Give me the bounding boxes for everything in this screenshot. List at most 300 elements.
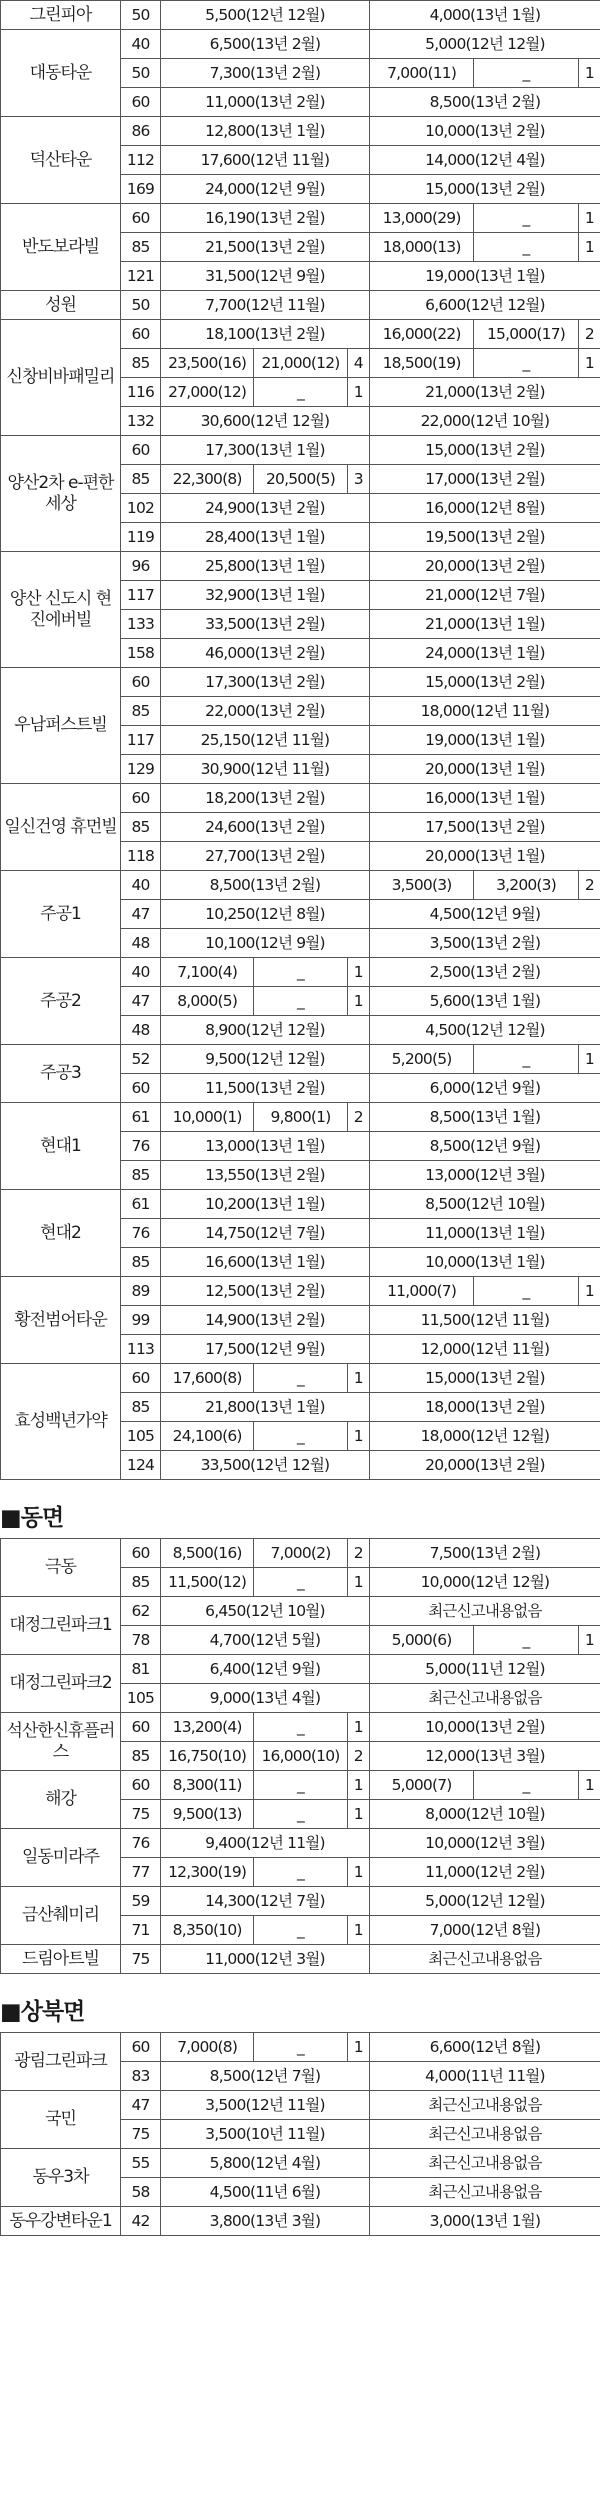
current-price-cell: 24,600(13년 2월) <box>161 813 370 842</box>
size-cell: 60 <box>121 436 161 465</box>
previous-price-cell: 19,000(13년 1월) <box>369 262 600 291</box>
current-price-1-cell: 8,300(11) <box>161 1771 254 1800</box>
current-price-cell: 11,000(13년 2월) <box>161 88 370 117</box>
apartment-name-cell: 성원 <box>1 291 121 320</box>
previous-count-cell: 1 <box>578 233 600 262</box>
size-cell: 60 <box>121 1771 161 1800</box>
table-row <box>1 2033 600 2062</box>
previous-price-cell: 10,000(12년 3월) <box>369 1829 600 1858</box>
apartment-name-cell: 효성백년가약 <box>1 1364 121 1480</box>
table-row <box>1 1655 600 1684</box>
current-price-cell: 8,500(12년 7월) <box>161 2062 370 2091</box>
current-price-1-cell: 8,500(16) <box>161 1539 254 1568</box>
size-cell: 83 <box>121 2062 161 2091</box>
price-table <box>0 1538 600 1974</box>
size-cell: 60 <box>121 204 161 233</box>
table-row <box>1 2091 600 2120</box>
current-price-cell: 14,750(12년 7월) <box>161 1219 370 1248</box>
table-row <box>1 2149 600 2178</box>
apartment-name-cell: 대동타운 <box>1 30 121 117</box>
size-cell: 113 <box>121 1335 161 1364</box>
table-row <box>1 1887 600 1916</box>
previous-count-cell: 1 <box>578 349 600 378</box>
previous-price-cell: 최근신고내용없음 <box>369 2149 600 2178</box>
previous-price-cell: 22,000(12년 10월) <box>369 407 600 436</box>
current-price-cell: 9,000(13년 4월) <box>161 1684 370 1713</box>
apartment-name-cell: 석산한신휴플러스 <box>1 1713 121 1771</box>
previous-price-cell: 8,500(12년 10월) <box>369 1190 600 1219</box>
size-cell: 47 <box>121 2091 161 2120</box>
current-price-1-cell: 23,500(16) <box>161 349 254 378</box>
current-price-cell: 8,500(13년 2월) <box>161 871 370 900</box>
previous-price-cell: 6,000(12년 9월) <box>369 1074 600 1103</box>
previous-price-cell: 최근신고내용없음 <box>369 1597 600 1626</box>
current-price-cell: 17,300(13년 1월) <box>161 436 370 465</box>
previous-price-2-cell: _ <box>474 204 578 233</box>
size-cell: 85 <box>121 349 161 378</box>
previous-count-cell: 1 <box>578 1277 600 1306</box>
current-price-cell: 3,500(10년 11월) <box>161 2120 370 2149</box>
table-row <box>1 436 600 465</box>
current-count-cell: 1 <box>347 958 369 987</box>
previous-price-cell: 최근신고내용없음 <box>369 2178 600 2207</box>
current-price-1-cell: 9,500(13) <box>161 1800 254 1829</box>
section-title: ■상북면 <box>0 1999 85 2025</box>
current-price-cell: 32,900(13년 1월) <box>161 581 370 610</box>
size-cell: 85 <box>121 1742 161 1771</box>
current-price-cell: 28,400(13년 1월) <box>161 523 370 552</box>
current-price-1-cell: 17,600(8) <box>161 1364 254 1393</box>
current-price-1-cell: 16,750(10) <box>161 1742 254 1771</box>
apartment-name-cell: 동우3차 <box>1 2149 121 2207</box>
current-price-cell: 30,900(12년 11월) <box>161 755 370 784</box>
previous-price-cell: 8,500(13년 1월) <box>369 1103 600 1132</box>
apartment-name-cell: 덕산타운 <box>1 117 121 204</box>
previous-price-cell: 5,600(13년 1월) <box>369 987 600 1016</box>
previous-price-cell: 16,000(12년 8월) <box>369 494 600 523</box>
table-row <box>1 1713 600 1742</box>
size-cell: 47 <box>121 900 161 929</box>
size-cell: 75 <box>121 1800 161 1829</box>
size-cell: 60 <box>121 784 161 813</box>
size-cell: 58 <box>121 2178 161 2207</box>
previous-price-cell: 17,500(13년 2월) <box>369 813 600 842</box>
size-cell: 96 <box>121 552 161 581</box>
apartment-name-cell: 주공2 <box>1 958 121 1045</box>
table-row <box>1 1045 600 1074</box>
current-count-cell: 1 <box>347 2033 369 2062</box>
size-cell: 60 <box>121 2033 161 2062</box>
table-row <box>1 291 600 320</box>
previous-price-cell: 10,000(12년 12월) <box>369 1568 600 1597</box>
apartment-name-cell: 동우강변타운1 <box>1 2207 121 2236</box>
size-cell: 60 <box>121 88 161 117</box>
table-row <box>1 1 600 30</box>
table-row <box>1 1771 600 1800</box>
apartment-name-cell: 드림아트빌 <box>1 1945 121 1974</box>
previous-price-cell: 21,000(13년 1월) <box>369 610 600 639</box>
previous-price-cell: 15,000(13년 2월) <box>369 436 600 465</box>
previous-price-cell: 12,000(12년 11월) <box>369 1335 600 1364</box>
section-title: ■동면 <box>0 1505 64 1531</box>
current-price-cell: 6,450(12년 10월) <box>161 1597 370 1626</box>
size-cell: 75 <box>121 2120 161 2149</box>
size-cell: 105 <box>121 1422 161 1451</box>
previous-count-cell: 2 <box>578 871 600 900</box>
current-price-1-cell: 12,300(19) <box>161 1858 254 1887</box>
current-price-cell: 16,190(13년 2월) <box>161 204 370 233</box>
size-cell: 40 <box>121 30 161 59</box>
previous-price-2-cell: _ <box>474 1045 578 1074</box>
size-cell: 48 <box>121 929 161 958</box>
current-price-cell: 11,500(13년 2월) <box>161 1074 370 1103</box>
size-cell: 62 <box>121 1597 161 1626</box>
current-price-2-cell: 20,500(5) <box>254 465 347 494</box>
previous-price-2-cell: _ <box>474 233 578 262</box>
current-price-1-cell: 10,000(1) <box>161 1103 254 1132</box>
size-cell: 124 <box>121 1451 161 1480</box>
previous-price-cell: 11,000(12년 2월) <box>369 1858 600 1887</box>
size-cell: 76 <box>121 1219 161 1248</box>
previous-price-1-cell: 18,500(19) <box>369 349 473 378</box>
previous-price-2-cell: _ <box>474 59 578 88</box>
size-cell: 60 <box>121 320 161 349</box>
size-cell: 60 <box>121 1539 161 1568</box>
previous-price-cell: 3,000(13년 1월) <box>369 2207 600 2236</box>
previous-price-cell: 14,000(12년 4월) <box>369 146 600 175</box>
current-price-2-cell: _ <box>254 1771 347 1800</box>
apartment-name-cell: 반도보라빌 <box>1 204 121 291</box>
current-price-cell: 33,500(13년 2월) <box>161 610 370 639</box>
previous-price-1-cell: 5,200(5) <box>369 1045 473 1074</box>
size-cell: 169 <box>121 175 161 204</box>
current-price-1-cell: 8,000(5) <box>161 987 254 1016</box>
current-count-cell: 1 <box>347 1916 369 1945</box>
current-price-cell: 18,200(13년 2월) <box>161 784 370 813</box>
current-price-2-cell: 16,000(10) <box>254 1742 347 1771</box>
current-price-cell: 4,700(12년 5월) <box>161 1626 370 1655</box>
previous-price-2-cell: _ <box>474 1277 578 1306</box>
current-count-cell: 1 <box>347 987 369 1016</box>
previous-price-cell: 6,600(12년 8월) <box>369 2033 600 2062</box>
previous-count-cell: 1 <box>578 59 600 88</box>
current-count-cell: 1 <box>347 1568 369 1597</box>
previous-price-cell: 최근신고내용없음 <box>369 2120 600 2149</box>
size-cell: 50 <box>121 291 161 320</box>
previous-price-cell: 4,000(13년 1월) <box>369 1 600 30</box>
previous-price-2-cell: _ <box>474 1771 578 1800</box>
size-cell: 40 <box>121 958 161 987</box>
apartment-name-cell: 일신건영 휴먼빌 <box>1 784 121 871</box>
size-cell: 89 <box>121 1277 161 1306</box>
size-cell: 75 <box>121 1945 161 1974</box>
size-cell: 117 <box>121 726 161 755</box>
size-cell: 116 <box>121 378 161 407</box>
previous-price-2-cell: 3,200(3) <box>474 871 578 900</box>
size-cell: 133 <box>121 610 161 639</box>
size-cell: 85 <box>121 1248 161 1277</box>
size-cell: 85 <box>121 1393 161 1422</box>
size-cell: 60 <box>121 1364 161 1393</box>
previous-price-cell: 21,000(13년 2월) <box>369 378 600 407</box>
current-count-cell: 1 <box>347 1800 369 1829</box>
current-price-cell: 46,000(13년 2월) <box>161 639 370 668</box>
size-cell: 60 <box>121 1713 161 1742</box>
previous-price-cell: 20,000(13년 1월) <box>369 842 600 871</box>
previous-price-cell: 4,500(12년 9월) <box>369 900 600 929</box>
current-price-cell: 17,300(13년 2월) <box>161 668 370 697</box>
table-row <box>1 30 600 59</box>
previous-price-1-cell: 3,500(3) <box>369 871 473 900</box>
apartment-name-cell: 황전범어타운 <box>1 1277 121 1364</box>
current-price-2-cell: _ <box>254 378 347 407</box>
apartment-name-cell: 양산 신도시 현진에버빌 <box>1 552 121 668</box>
current-price-cell: 10,200(13년 1월) <box>161 1190 370 1219</box>
table-row <box>1 1539 600 1568</box>
previous-price-cell: 10,000(13년 2월) <box>369 117 600 146</box>
previous-price-2-cell: _ <box>474 1626 578 1655</box>
current-price-cell: 11,000(12년 3월) <box>161 1945 370 1974</box>
previous-price-cell: 21,000(12년 7월) <box>369 581 600 610</box>
current-price-cell: 22,000(13년 2월) <box>161 697 370 726</box>
current-price-cell: 6,500(13년 2월) <box>161 30 370 59</box>
current-price-1-cell: 24,100(6) <box>161 1422 254 1451</box>
current-price-cell: 3,500(12년 11월) <box>161 2091 370 2120</box>
current-price-2-cell: _ <box>254 1713 347 1742</box>
apartment-name-cell: 대정그린파크1 <box>1 1597 121 1655</box>
current-price-cell: 8,900(12년 12월) <box>161 1016 370 1045</box>
table-row <box>1 1364 600 1393</box>
apartment-name-cell: 일동미라주 <box>1 1829 121 1887</box>
current-count-cell: 3 <box>347 465 369 494</box>
size-cell: 48 <box>121 1016 161 1045</box>
size-cell: 85 <box>121 813 161 842</box>
previous-price-cell: 16,000(13년 1월) <box>369 784 600 813</box>
current-price-cell: 6,400(12년 9월) <box>161 1655 370 1684</box>
size-cell: 112 <box>121 146 161 175</box>
current-price-cell: 31,500(12년 9월) <box>161 262 370 291</box>
previous-price-1-cell: 11,000(7) <box>369 1277 473 1306</box>
size-cell: 47 <box>121 987 161 1016</box>
size-cell: 102 <box>121 494 161 523</box>
previous-price-cell: 18,000(12년 12월) <box>369 1422 600 1451</box>
previous-price-cell: 8,500(12년 9월) <box>369 1132 600 1161</box>
apartment-name-cell: 양산2차 e-편한세상 <box>1 436 121 552</box>
previous-price-1-cell: 7,000(11) <box>369 59 473 88</box>
size-cell: 85 <box>121 465 161 494</box>
previous-price-cell: 5,000(12년 12월) <box>369 30 600 59</box>
previous-price-cell: 3,500(13년 2월) <box>369 929 600 958</box>
apartment-name-cell: 주공3 <box>1 1045 121 1103</box>
size-cell: 42 <box>121 2207 161 2236</box>
current-price-cell: 3,800(13년 3월) <box>161 2207 370 2236</box>
size-cell: 86 <box>121 117 161 146</box>
current-price-cell: 10,250(12년 8월) <box>161 900 370 929</box>
current-price-1-cell: 8,350(10) <box>161 1916 254 1945</box>
previous-count-cell: 1 <box>578 1045 600 1074</box>
size-cell: 50 <box>121 1 161 30</box>
table-row <box>1 1945 600 1974</box>
previous-price-cell: 19,000(13년 1월) <box>369 726 600 755</box>
table-row <box>1 871 600 900</box>
size-cell: 85 <box>121 1161 161 1190</box>
table-row <box>1 117 600 146</box>
previous-price-cell: 2,500(13년 2월) <box>369 958 600 987</box>
previous-price-cell: 20,000(13년 2월) <box>369 552 600 581</box>
size-cell: 76 <box>121 1829 161 1858</box>
current-price-cell: 12,800(13년 1월) <box>161 117 370 146</box>
current-price-cell: 13,000(13년 1월) <box>161 1132 370 1161</box>
size-cell: 85 <box>121 233 161 262</box>
current-count-cell: 1 <box>347 1771 369 1800</box>
previous-price-cell: 13,000(12년 3월) <box>369 1161 600 1190</box>
current-price-cell: 9,500(12년 12월) <box>161 1045 370 1074</box>
previous-price-cell: 7,500(13년 2월) <box>369 1539 600 1568</box>
size-cell: 121 <box>121 262 161 291</box>
previous-price-cell: 11,000(13년 1월) <box>369 1219 600 1248</box>
previous-price-cell: 15,000(13년 2월) <box>369 175 600 204</box>
current-price-cell: 30,600(12년 12월) <box>161 407 370 436</box>
size-cell: 76 <box>121 1132 161 1161</box>
size-cell: 99 <box>121 1306 161 1335</box>
current-price-cell: 21,500(13년 2월) <box>161 233 370 262</box>
current-price-2-cell: 21,000(12) <box>254 349 347 378</box>
current-price-1-cell: 13,200(4) <box>161 1713 254 1742</box>
current-count-cell: 1 <box>347 1422 369 1451</box>
current-price-cell: 33,500(12년 12월) <box>161 1451 370 1480</box>
size-cell: 50 <box>121 59 161 88</box>
previous-price-cell: 18,000(13년 2월) <box>369 1393 600 1422</box>
apartment-name-cell: 국민 <box>1 2091 121 2149</box>
previous-price-cell: 8,500(13년 2월) <box>369 88 600 117</box>
apartment-name-cell: 그린피아 <box>1 1 121 30</box>
size-cell: 129 <box>121 755 161 784</box>
apartment-name-cell: 현대1 <box>1 1103 121 1190</box>
previous-price-2-cell: 15,000(17) <box>474 320 578 349</box>
previous-count-cell: 1 <box>578 1771 600 1800</box>
size-cell: 78 <box>121 1626 161 1655</box>
size-cell: 119 <box>121 523 161 552</box>
current-count-cell: 1 <box>347 1858 369 1887</box>
previous-price-1-cell: 16,000(22) <box>369 320 473 349</box>
previous-count-cell: 1 <box>578 204 600 233</box>
apartment-name-cell: 광림그린파크 <box>1 2033 121 2091</box>
current-price-cell: 24,000(12년 9월) <box>161 175 370 204</box>
previous-price-cell: 7,000(12년 8월) <box>369 1916 600 1945</box>
size-cell: 60 <box>121 1074 161 1103</box>
current-price-1-cell: 7,000(8) <box>161 2033 254 2062</box>
current-price-2-cell: _ <box>254 1568 347 1597</box>
current-price-2-cell: 9,800(1) <box>254 1103 347 1132</box>
size-cell: 61 <box>121 1190 161 1219</box>
current-price-cell: 25,150(12년 11월) <box>161 726 370 755</box>
current-price-cell: 21,800(13년 1월) <box>161 1393 370 1422</box>
table-row <box>1 320 600 349</box>
previous-price-cell: 최근신고내용없음 <box>369 2091 600 2120</box>
current-count-cell: 2 <box>347 1539 369 1568</box>
current-price-cell: 9,400(12년 11월) <box>161 1829 370 1858</box>
size-cell: 117 <box>121 581 161 610</box>
size-cell: 55 <box>121 2149 161 2178</box>
current-price-2-cell: _ <box>254 1916 347 1945</box>
previous-price-cell: 5,000(11년 12월) <box>369 1655 600 1684</box>
apartment-name-cell: 해강 <box>1 1771 121 1829</box>
previous-price-cell: 20,000(13년 1월) <box>369 755 600 784</box>
apartment-name-cell: 대정그린파크2 <box>1 1655 121 1713</box>
price-table <box>0 2032 600 2236</box>
previous-count-cell: 1 <box>578 1626 600 1655</box>
current-price-cell: 5,800(12년 4월) <box>161 2149 370 2178</box>
current-price-2-cell: _ <box>254 1800 347 1829</box>
current-price-cell: 24,900(13년 2월) <box>161 494 370 523</box>
table-row <box>1 784 600 813</box>
section-header <box>0 1480 600 1538</box>
table-row <box>1 1829 600 1858</box>
size-cell: 85 <box>121 1568 161 1597</box>
current-price-2-cell: 7,000(2) <box>254 1539 347 1568</box>
previous-price-cell: 10,000(13년 1월) <box>369 1248 600 1277</box>
current-price-cell: 5,500(12년 12월) <box>161 1 370 30</box>
current-price-cell: 12,500(13년 2월) <box>161 1277 370 1306</box>
current-count-cell: 1 <box>347 1713 369 1742</box>
apartment-name-cell: 금산췌미리 <box>1 1887 121 1945</box>
apartment-name-cell: 주공1 <box>1 871 121 958</box>
table-row <box>1 1277 600 1306</box>
apartment-name-cell: 극동 <box>1 1539 121 1597</box>
previous-price-cell: 5,000(12년 12월) <box>369 1887 600 1916</box>
current-price-cell: 4,500(11년 6월) <box>161 2178 370 2207</box>
previous-price-cell: 24,000(13년 1월) <box>369 639 600 668</box>
previous-price-cell: 4,000(11년 11월) <box>369 2062 600 2091</box>
size-cell: 61 <box>121 1103 161 1132</box>
table-row <box>1 552 600 581</box>
apartment-name-cell: 현대2 <box>1 1190 121 1277</box>
previous-price-1-cell: 5,000(6) <box>369 1626 473 1655</box>
section-header <box>0 1974 600 2032</box>
size-cell: 59 <box>121 1887 161 1916</box>
current-count-cell: 4 <box>347 349 369 378</box>
current-price-cell: 18,100(13년 2월) <box>161 320 370 349</box>
size-cell: 158 <box>121 639 161 668</box>
previous-price-cell: 19,500(13년 2월) <box>369 523 600 552</box>
previous-price-1-cell: 5,000(7) <box>369 1771 473 1800</box>
current-price-cell: 14,300(12년 7월) <box>161 1887 370 1916</box>
current-price-cell: 13,550(13년 2월) <box>161 1161 370 1190</box>
table-row <box>1 1103 600 1132</box>
size-cell: 118 <box>121 842 161 871</box>
current-price-2-cell: _ <box>254 1364 347 1393</box>
size-cell: 77 <box>121 1858 161 1887</box>
table-row <box>1 958 600 987</box>
previous-price-cell: 8,000(12년 10월) <box>369 1800 600 1829</box>
table-row <box>1 668 600 697</box>
current-price-1-cell: 27,000(12) <box>161 378 254 407</box>
table-row <box>1 1597 600 1626</box>
size-cell: 52 <box>121 1045 161 1074</box>
previous-price-cell: 최근신고내용없음 <box>369 1945 600 1974</box>
table-row <box>1 204 600 233</box>
current-price-2-cell: _ <box>254 958 347 987</box>
previous-price-2-cell: _ <box>474 349 578 378</box>
current-price-cell: 7,700(12년 11월) <box>161 291 370 320</box>
size-cell: 60 <box>121 668 161 697</box>
current-price-cell: 10,100(12년 9월) <box>161 929 370 958</box>
current-price-cell: 17,600(12년 11월) <box>161 146 370 175</box>
previous-count-cell: 2 <box>578 320 600 349</box>
current-count-cell: 2 <box>347 1103 369 1132</box>
current-price-cell: 7,300(13년 2월) <box>161 59 370 88</box>
current-price-cell: 16,600(13년 1월) <box>161 1248 370 1277</box>
